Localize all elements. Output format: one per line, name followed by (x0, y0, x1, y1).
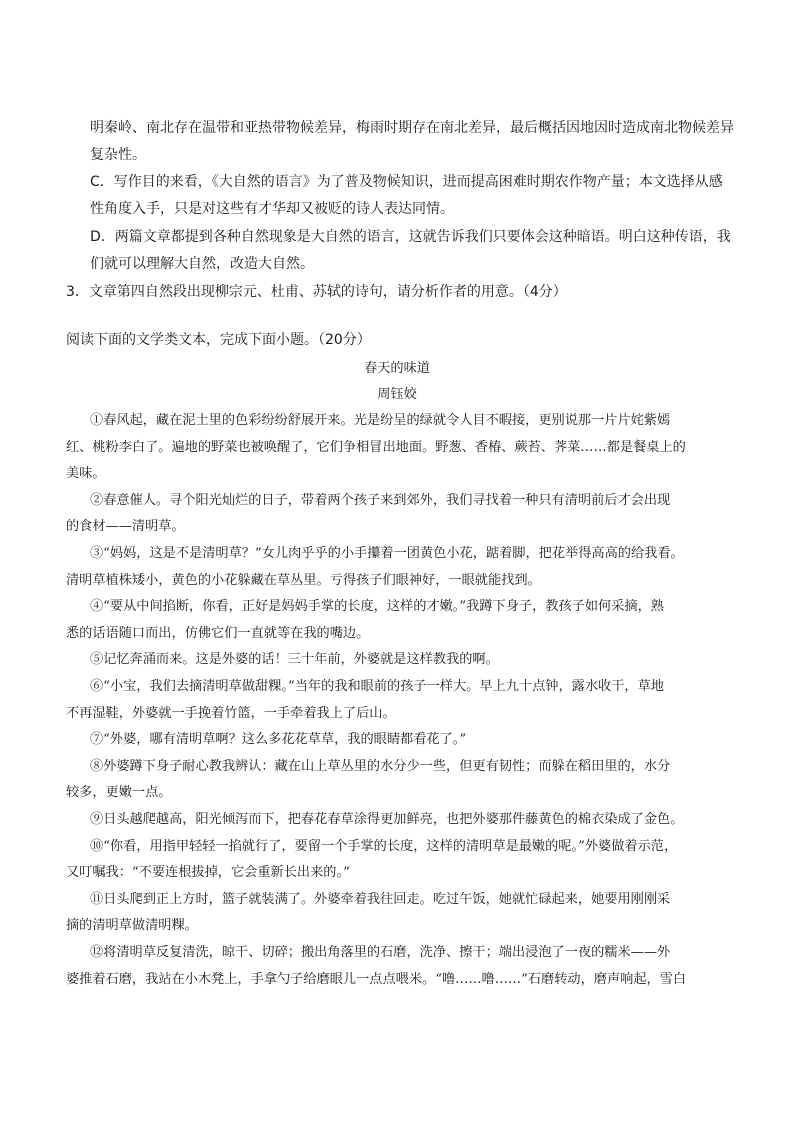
paragraph-line: 婆推着石磨，我站在小木凳上，手拿勺子给磨眼儿一点点喂米。“噜……噜……”石磨转动，磨声响起，雪白 (66, 972, 687, 987)
paragraph-line: ①春风起，藏在泥土里的色彩纷纷舒展开来。光是纷呈的绿就令人目不暇接，更别说那一片片姹紫嫣 (90, 413, 671, 428)
paragraph-line: ⑫将清明草反复清洗，晾干、切碎；搬出角落里的石磨，洗净、擦干；端出浸泡了一夜的糯米——外 (90, 945, 671, 960)
paragraph-line: 悉的话语随口而出，仿佛它们一直就等在我的嘴边。 (66, 626, 370, 641)
option-d-line: D．两篇文章都提到各种自然现象是大自然的语言，这就告诉我们只要体会这种暗语。明白这种传语，我 (90, 229, 731, 245)
paragraph-line: ⑥“小宝，我们去摘清明草做甜粿。”当年的我和眼前的孩子一样大。早上九十点钟，露水收干，草地 (90, 679, 664, 694)
paragraph-line: 不再湿鞋，外婆就一手挽着竹篮，一手牵着我上了后山。 (66, 706, 396, 721)
paragraph-line: 摘的清明草做清明粿。 (66, 918, 198, 933)
article-title: 春天的味道 (364, 361, 430, 376)
paragraph-line: 又叮嘱我：“不要连根拔掉，它会重新长出来的。” (66, 865, 350, 880)
option-b-line: 复杂性。 (90, 147, 146, 163)
paragraph-line: ⑪日头爬到正上方时，篮子就装满了。外婆牵着我往回走。吃过午饭，她就忙碌起来，她要用刚刚采 (90, 892, 671, 907)
paragraph-line: 美味。 (66, 466, 106, 481)
reading-instruction: 阅读下面的文学类文本，完成下面小题。（20分） (66, 332, 371, 348)
article-author: 周钰姣 (377, 387, 417, 402)
paragraph-line: ⑦“外婆，哪有清明草啊？这么多花花草草，我的眼睛都看花了。” (90, 732, 467, 747)
paragraph-line: ④“要从中间掐断，你看，正好是妈妈手掌的长度，这样的才嫩。”我蹲下身子，教孩子如何采摘，熟 (90, 599, 664, 614)
paragraph-line: ③“妈妈，这是不是清明草？”女儿肉乎乎的小手攥着一团黄色小花，踮着脚，把花举得高高的给我看。 (90, 546, 684, 561)
paragraph-line: ②春意催人。寻个阳光灿烂的日子，带着两个孩子来到郊外，我们寻找着一种只有清明前后才会出现 (90, 493, 671, 508)
question-3: 3．文章第四自然段出现柳宗元、杜甫、苏轼的诗句，请分析作者的用意。（4分） (66, 284, 567, 300)
option-c-line: 性角度入手，只是对这些有才华却又被贬的诗人表达同情。 (90, 201, 454, 217)
paragraph-line: ⑨日头越爬越高，阳光倾泻而下，把春花春草涂得更加鲜亮，也把外婆那件藤黄色的棉衣染成了金色。 (90, 812, 684, 827)
option-b-line: 明秦岭、南北存在温带和亚热带物候差异，梅雨时期存在南北差异，最后概括因地因时造成南北物候差异 (90, 120, 734, 136)
paragraph-line: 红、桃粉李白了。遍地的野菜也被唤醒了，它们争相冒出地面。野葱、香椿、蕨苔、荠菜……都是餐桌上的 (66, 440, 686, 455)
option-d-line: 们就可以理解大自然，改造大自然。 (90, 256, 314, 272)
option-c-line: C．写作目的来看，《大自然的语言》为了普及物候知识，进而提高困难时期农作物产量；本文选择从感 (90, 174, 723, 190)
paragraph-line: ⑤记忆奔涌而来。这是外婆的话！三十年前，外婆就是这样教我的啊。 (90, 652, 499, 667)
paragraph-line: 的食材——清明草。 (66, 519, 185, 534)
paragraph-line: 清明草植株矮小，黄色的小花躲藏在草丛里。亏得孩子们眼神好，一眼就能找到。 (66, 573, 541, 588)
paragraph-line: ⑩“你看，用指甲轻轻一掐就行了，要留一个手掌的长度，这样的清明草是最嫩的呢。”外婆做着示范， (90, 839, 678, 854)
paragraph-line: ⑧外婆蹲下身子耐心教我辨认：藏在山上草丛里的水分少一些，但更有韧性；而躲在稻田里的，水分 (90, 759, 671, 774)
paragraph-line: 较多，更嫩一点。 (66, 785, 172, 800)
